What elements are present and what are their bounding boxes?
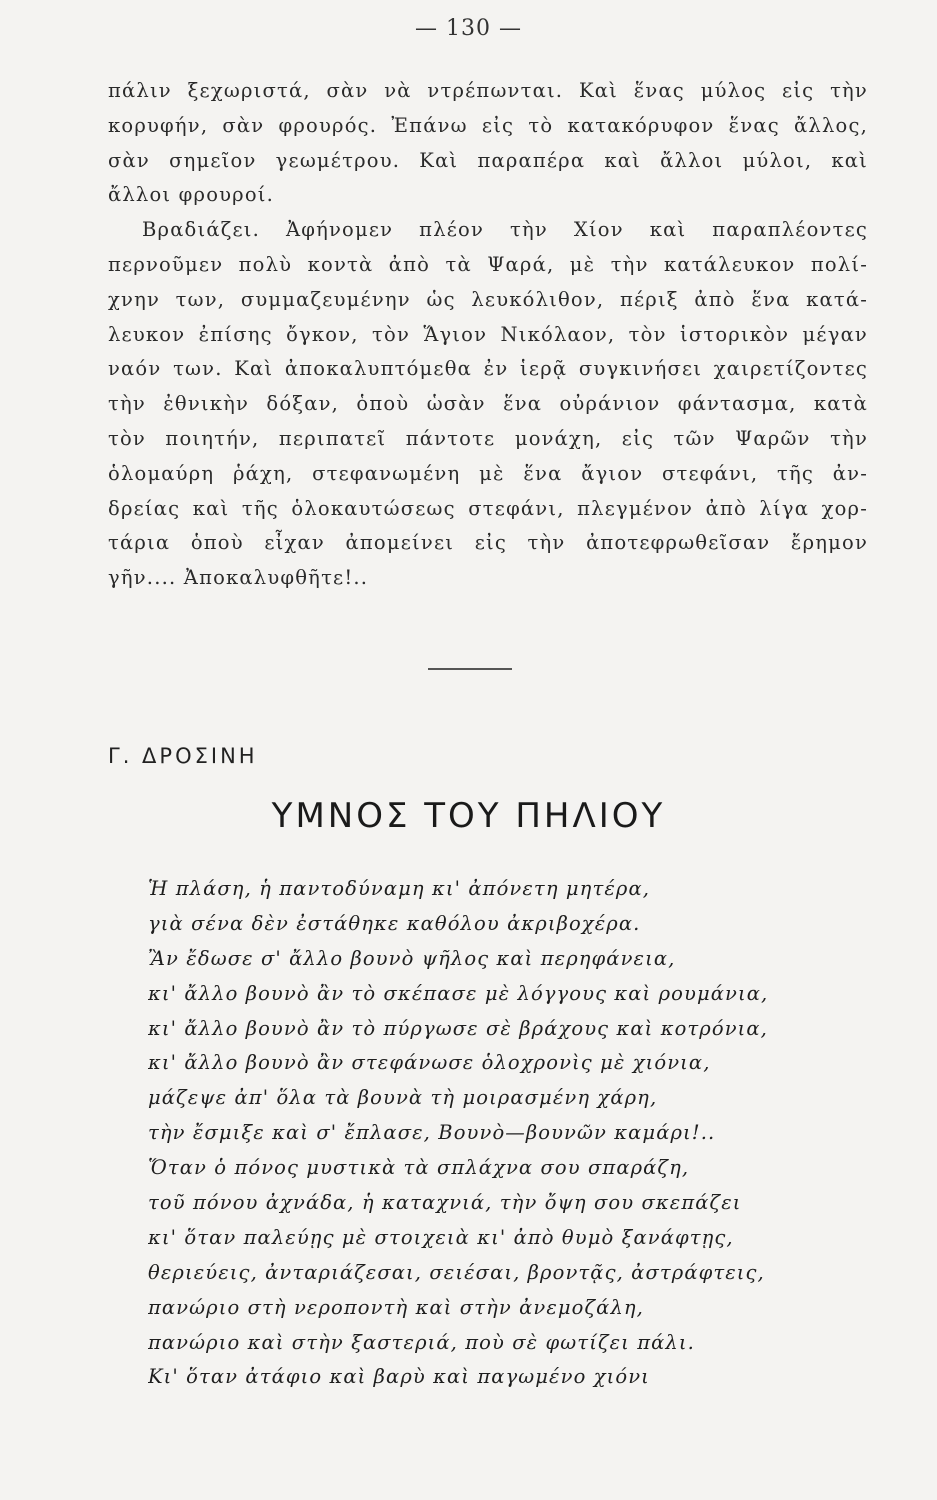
poem-verse: Ἂν ἔδωσε σ' ἄλλο βουνὸ ψῆλος καὶ περηφάνεια, — [148, 946, 676, 970]
prose-line: ἄλλοι φρουροί. — [108, 183, 275, 207]
poem-verse: μάζεψε ἀπ' ὅλα τὰ βουνὰ τὴ μοιρασμένη χάρη, — [148, 1086, 658, 1110]
poem-verse: κι' ἄλλο βουνὸ ἂν τὸ σκέπασε μὲ λόγγους καὶ ρουμάνια, — [148, 981, 769, 1005]
prose-line: πάλιν ξεχωριστά, σὰν νὰ ντρέπωνται. Καὶ ἕνας μύλος εἰς τὴν — [108, 79, 868, 102]
prose-line: σὰν σημεῖον γεωμέτρου. Καὶ παραπέρα καὶ ἄλλοι μύλοι, καὶ — [108, 148, 868, 172]
prose-line: ναόν των. Καὶ ἀποκαλυπτόμεθα ἐν ἱερᾷ συγκινήσει χαιρετίζοντες — [108, 357, 868, 381]
prose-line: δρείας καὶ τῆς ὁλοκαυτώσεως στεφάνι, πλεγμένον ἀπὸ λίγα χορ- — [108, 496, 868, 520]
poem-verse: τοῦ πόνου ἀχνάδα, ἡ καταχνιά, τὴν ὄψη σου σκεπάζει — [148, 1191, 742, 1215]
poem-title: ΥΜΝΟΣ ΤΟΥ ΠΗΛΙΟΥ — [271, 796, 666, 836]
poem-author: Γ. ΔΡΟΣΙΝΗ — [108, 744, 258, 768]
prose-paragraph — [108, 74, 868, 596]
poem-verse: Ἡ πλάση, ἡ παντοδύναμη κι' ἀπόνετη μητέρα, — [148, 877, 651, 900]
prose-line: ὁλομαύρη ῥάχη, στεφανωμένη μὲ ἕνα ἄγιον στεφάνι, τῆς ἀν- — [108, 461, 868, 485]
poem-verse: πανώριο στὴ νεροποντὴ καὶ στὴν ἀνεμοζάλη, — [148, 1295, 644, 1319]
poem-verse: τὴν ἔσμιξε καὶ σ' ἔπλασε, Βουνὸ—βουνῶν καμάρι!.. — [148, 1121, 716, 1145]
poem-verse: Κι' ὅταν ἀτάφιο καὶ βαρὺ καὶ παγωμένο χιόνι — [148, 1365, 650, 1389]
poem-verse: κι' ὅταν παλεύῃς μὲ στοιχειὰ κι' ἀπὸ θυμὸ ξανάφτῃς, — [148, 1225, 734, 1249]
prose-line: Βραδιάζει. Ἀφήνομεν πλέον τὴν Χίον καὶ παραπλέοντες — [142, 218, 868, 242]
prose-line: τὸν ποιητήν, περιπατεῖ πάντοτε μονάχη, εἰς τῶν Ψαρῶν τὴν — [108, 426, 868, 450]
poem-verse: πανώριο καὶ στὴν ξαστεριά, ποὺ σὲ φωτίζει πάλι. — [148, 1330, 695, 1354]
prose-line: κορυφήν, σὰν φρουρός. Ἐπάνω εἰς τὸ κατακόρυφον ἕνας ἄλλος, — [108, 113, 868, 137]
poem-body — [148, 872, 868, 1395]
poem-verse: κι' ἄλλο βουνὸ ἂν τὸ πύργωσε σὲ βράχους καὶ κοτρόνια, — [148, 1016, 768, 1040]
prose-line: γῆν.... Ἀποκαλυφθῆτε!.. — [108, 566, 369, 590]
prose-line: περνοῦμεν πολὺ κοντὰ ἀπὸ τὰ Ψαρά, μὲ τὴν κατάλευκον πολί- — [108, 252, 868, 276]
poem-verse: θεριεύεις, ἀνταριάζεσαι, σειέσαι, βροντᾷς, ἀστράφτεις, — [148, 1260, 765, 1284]
prose-line: χνην των, συμμαζευμένην ὡς λευκόλιθον, πέριξ ἀπὸ ἕνα κατά- — [108, 287, 868, 311]
prose-line: τὴν ἐθνικὴν δόξαν, ὁποὺ ὡσὰν ἕνα οὐράνιον φάντασμα, κατὰ — [108, 392, 868, 416]
prose-line: τάρια ὁποὺ εἶχαν ἀπομείνει εἰς τὴν ἀποτεφρωθεῖσαν ἔρημον — [108, 531, 868, 555]
section-divider — [428, 668, 512, 670]
prose-line: λευκον ἐπίσης ὄγκον, τὸν Ἅγιον Νικόλαον, τὸν ἱστορικὸν μέγαν — [108, 322, 868, 346]
page-number: — 130 — — [415, 16, 522, 41]
poem-verse: κι' ἄλλο βουνὸ ἂν στεφάνωσε ὁλοχρονὶς μὲ χιόνια, — [148, 1051, 711, 1075]
poem-verse: Ὅταν ὁ πόνος μυστικὰ τὰ σπλάχνα σου σπαράζη, — [148, 1156, 690, 1180]
poem-verse: γιὰ σένα δὲν ἐστάθηκε καθόλου ἀκριβοχέρα. — [148, 911, 641, 935]
